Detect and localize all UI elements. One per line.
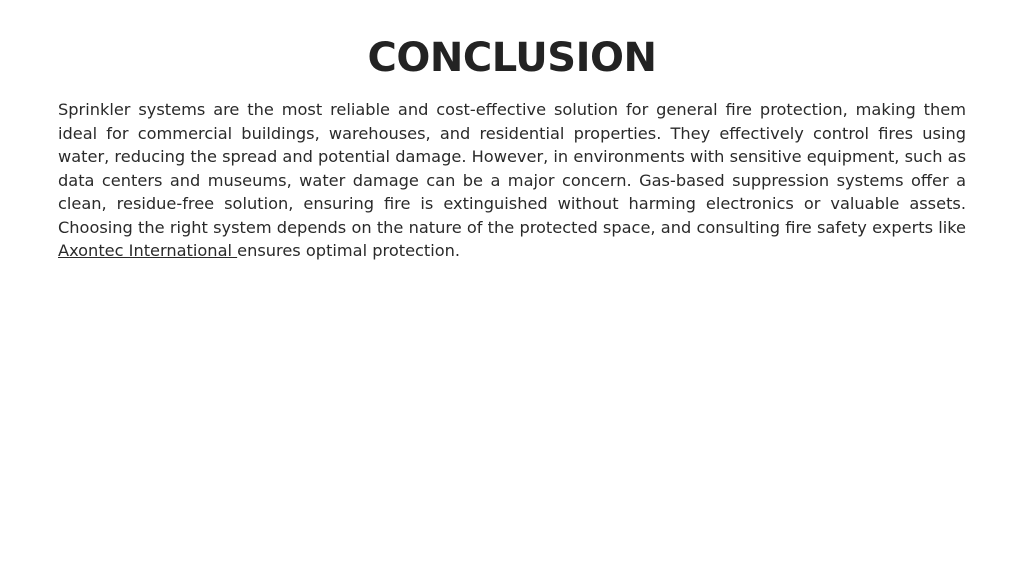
conclusion-paragraph [58,98,966,263]
slide-title: CONCLUSION [367,35,657,81]
paragraph-text-after-link: ensures optimal protection. [237,241,461,260]
paragraph-text-before-link: Sprinkler systems are the most reliable and cost-effective solution for general fire protection, making them ideal for commercial buildings, warehouses, and residential properties. They effectively control fires using water, reducing the spread and potential damage. However, in environments with sensitive equipment, such as data centers and museums, water damage can be a major concern. Gas-based suppression systems offer a clean, residue-free solution, ensuring fire is extinguished without harming electronics or valuable assets. Choosing the right system depends on the nature of the protected space, and consulting fire safety experts like [58,100,966,237]
axontec-international-link[interactable]: Axontec International [58,241,238,260]
